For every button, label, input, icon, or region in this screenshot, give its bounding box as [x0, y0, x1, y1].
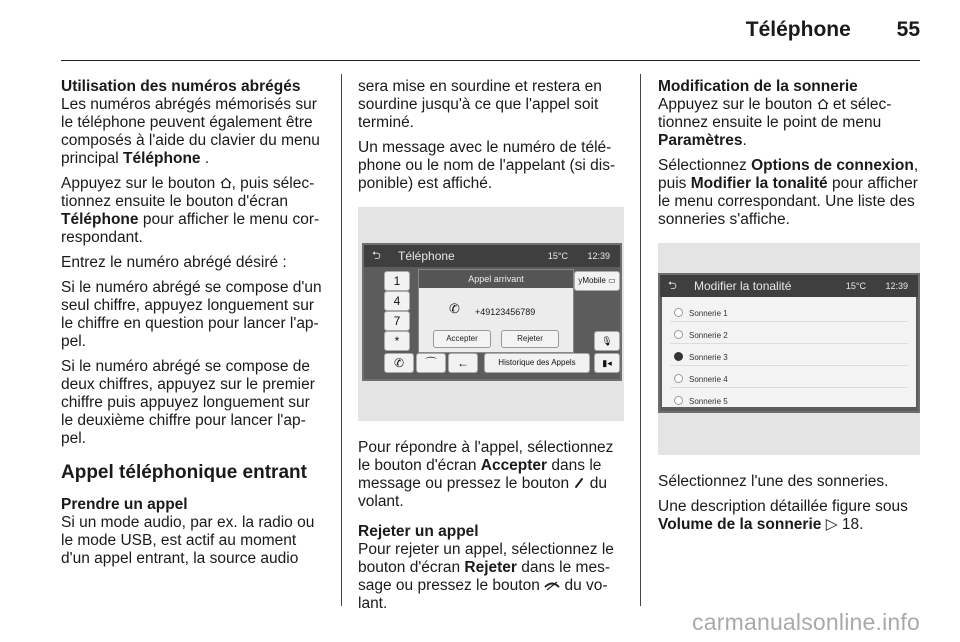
column-3: [658, 78, 924, 541]
keypad-key[interactable]: 7: [384, 311, 410, 331]
hangup-icon[interactable]: ⌒: [416, 353, 446, 373]
column-1: [61, 78, 325, 575]
page-title: Téléphone: [745, 18, 851, 41]
heading-incoming-call: Appel téléphonique entrant: [61, 462, 307, 483]
ringtone-screenshot: [658, 243, 920, 455]
column-divider-1: [341, 74, 342, 606]
ringtone-list: [662, 297, 916, 407]
phone-icon: ✆: [449, 301, 460, 316]
paragraph: Pour rejeter un appel, sélectionnez le bouton d'écran Rejeter dans le mes- sage ou pressez le bouton du vo- lant.: [358, 541, 614, 612]
column-2: [358, 78, 624, 620]
end-call-icon: [544, 579, 560, 591]
heading-ringtone: Modification de la sonnerie: [658, 78, 858, 95]
watermark: carmanualsonline.info: [692, 609, 920, 635]
ringtone-item[interactable]: Sonnerie 2: [674, 327, 728, 345]
divider: [670, 321, 908, 322]
call-history-button[interactable]: Historique des Appels: [484, 353, 590, 373]
reject-button[interactable]: Rejeter: [501, 330, 559, 348]
home-icon: [220, 177, 232, 189]
screen-topbar: [364, 245, 620, 267]
temperature: 15°C: [547, 251, 568, 261]
paragraph: Appuyez sur le bouton , puis sélec- tionnez ensuite le bouton d'écran Téléphone pour afficher le menu cor- respondant.: [61, 175, 320, 246]
paragraph: Si un mode audio, par ex. la radio ou le mode USB, est actif au moment d'un appel entrant, la source audio: [61, 514, 315, 567]
ringtone-item[interactable]: Sonnerie 5: [674, 393, 728, 411]
ringtone-item[interactable]: Sonnerie 4: [674, 371, 728, 389]
answer-call-icon: [573, 477, 585, 489]
divider: [670, 387, 908, 388]
header-rule: [61, 60, 920, 61]
paragraph: Appuyez sur le bouton et sélec- tionnez ensuite le point de menu Paramètres.: [658, 96, 892, 149]
paragraph: Une description détaillée figure sous Volume de la sonnerie ▷ 18.: [658, 498, 908, 533]
heading-take-call: Prendre un appel: [61, 496, 188, 513]
incoming-call-screenshot: [358, 207, 624, 421]
radio-button[interactable]: [674, 330, 683, 339]
call-icon[interactable]: ✆: [384, 353, 414, 373]
paragraph: Si le numéro abrégé se compose d'un seul chiffre, appuyez longuement sur le chiffre en question pour lancer l'ap- pel.: [61, 279, 322, 350]
keypad-key[interactable]: 4: [384, 291, 410, 311]
divider: [670, 343, 908, 344]
page-reference-icon: ▷: [825, 516, 838, 533]
paragraph: Si le numéro abrégé se compose de deux chiffres, appuyez sur le premier chiffre puis appuyez longuement sur le deuxième chiffre pour lancer l'ap- pel.: [61, 358, 315, 447]
radio-button[interactable]: [674, 396, 683, 405]
mute-mic-icon[interactable]: 🎙: [594, 331, 620, 351]
paragraph: Un message avec le numéro de télé- phone ou le nom de l'appelant (si dis- ponible) est affiché.: [358, 139, 616, 192]
paragraph: Entrez le numéro abrégé désiré :: [61, 254, 287, 271]
phone-screen: [362, 243, 622, 381]
popup-title: Appel arrivant: [419, 270, 573, 288]
keypad-key[interactable]: 1: [384, 271, 410, 291]
paragraph: Sélectionnez l'une des sonneries.: [658, 473, 889, 490]
ringtone-screen: [658, 273, 920, 413]
radio-button-selected[interactable]: [674, 352, 683, 361]
accept-button[interactable]: Accepter: [433, 330, 491, 348]
paragraph: Pour répondre à l'appel, sélectionnez le bouton d'écran Accepter dans le message ou pressez le bouton du volant.: [358, 439, 614, 510]
ringtone-item[interactable]: Sonnerie 1: [674, 305, 728, 323]
screen-title: Téléphone: [398, 249, 455, 263]
back-arrow-icon[interactable]: ⮌: [668, 280, 677, 292]
heading-reject-call: Rejeter un appel: [358, 523, 479, 540]
keypad-key[interactable]: *: [384, 331, 410, 351]
page-reference: 18.: [837, 516, 864, 533]
screen-title: Modifier la tonalité: [694, 279, 792, 293]
column-divider-2: [640, 74, 641, 606]
heading-speed-dial: Utilisation des numéros abrégés: [61, 78, 301, 95]
paragraph: sera mise en sourdine et restera en sourdine jusqu'à ce que l'appel soit terminé.: [358, 78, 602, 131]
temperature: 15°C: [845, 281, 866, 291]
ringtone-item[interactable]: Sonnerie 3: [674, 349, 728, 367]
incoming-call-popup: [418, 269, 574, 353]
clock: 12:39: [587, 251, 610, 261]
speaker-icon[interactable]: ▮◂: [594, 353, 620, 373]
radio-button[interactable]: [674, 374, 683, 383]
device-label: yMobile ▭: [574, 271, 620, 291]
clock: 12:39: [885, 281, 908, 291]
radio-button[interactable]: [674, 308, 683, 317]
page-header: [746, 18, 920, 42]
page-number: 55: [896, 18, 920, 41]
back-arrow-icon[interactable]: ⮌: [372, 250, 381, 262]
screen-topbar: [660, 275, 918, 297]
backspace-icon[interactable]: ←: [448, 353, 478, 373]
divider: [670, 365, 908, 366]
home-icon: [817, 98, 829, 110]
paragraph: Sélectionnez Options de connexion, puis Modifier la tonalité pour afficher le menu correspondant. Une liste des sonneries s'affiche.: [658, 157, 919, 228]
caller-number: +49123456789: [475, 307, 536, 317]
paragraph: Les numéros abrégés mémorisés sur le téléphone peuvent également être composés à l'aide du clavier du menu principal Téléphone .: [61, 96, 320, 167]
